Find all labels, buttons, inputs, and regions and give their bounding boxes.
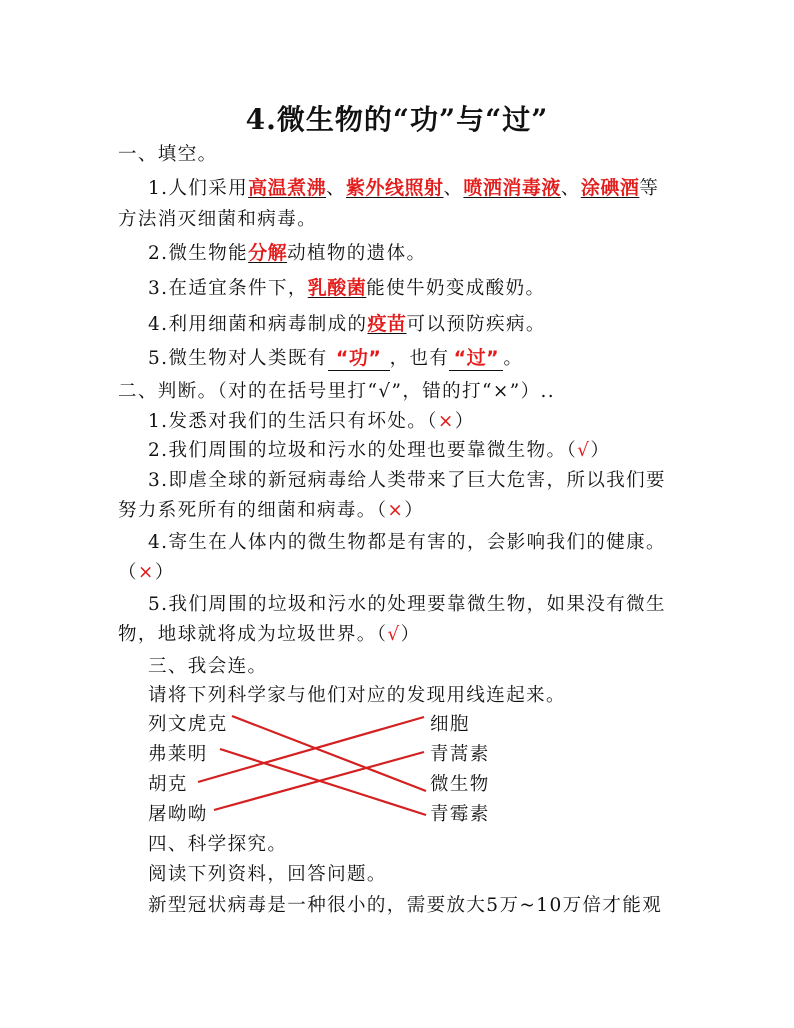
judge-q5-open: （ <box>376 624 388 645</box>
judge-q2-open: （ <box>566 440 578 461</box>
fill-q2-suffix: 动植物的遗体。 <box>287 243 427 264</box>
fill-q1-sep-1: 、 <box>326 178 346 199</box>
fill-q1-answer-1: 高温煮沸 <box>248 177 327 199</box>
discovery-3: 微生物 <box>430 774 490 795</box>
judge-q3-line1: 3.即虐全球的新冠病毒给人类带来了巨大危害，所以我们要 <box>148 470 666 491</box>
judge-q1-mark: × <box>437 411 455 432</box>
section4-heading: 四、科学探究。 <box>148 834 288 855</box>
judge-q4-close: ） <box>154 562 175 583</box>
match-line-hooke-cell <box>198 717 424 782</box>
fill-q1-sep-2: 、 <box>443 178 464 199</box>
fill-q1-answer-4: 涂碘酒 <box>580 177 640 199</box>
section4-passage: 新型冠状病毒是一种很小的，需要放大5万~10万倍才能观 <box>148 895 663 916</box>
judge-q5-mark: √ <box>387 624 401 645</box>
judge-q3-close: ） <box>404 500 425 521</box>
judge-q4-open: （ <box>118 562 138 583</box>
match-line-tu-artemisinin <box>214 752 424 810</box>
scientist-4: 屠呦呦 <box>148 804 208 825</box>
section1-heading: 一、填空。 <box>118 144 218 165</box>
judge-q4-line1: 4.寄生在人体内的微生物都是有害的，会影响我们的健康。 <box>148 532 666 553</box>
fill-q1-answer-2: 紫外线照射 <box>345 177 444 199</box>
fill-q3-answer: 乳酸菌 <box>307 277 367 299</box>
fill-q1-suffix: 等 <box>639 178 660 199</box>
judge-q2-text: 2.我们周围的垃圾和污水的处理也要靠微生物。 <box>148 440 567 461</box>
fill-q1-answer-3: 喷洒消毒液 <box>463 177 561 199</box>
fill-q4-suffix: 可以预防疾病。 <box>406 314 546 335</box>
match-line-leeuwenhoek-microbe <box>232 716 426 791</box>
scientist-3: 胡克 <box>148 774 188 795</box>
judge-q5-text2: 物，地球就将成为垃圾世界。 <box>118 624 377 645</box>
fill-q5-answer-2: “过” <box>453 347 500 369</box>
scientist-2: 弗莱明 <box>148 744 208 765</box>
judge-q1-open: （ <box>427 411 438 432</box>
page-title: 4.微生物的“功”与“过” <box>245 103 549 136</box>
fill-q3-prefix: 3.在适宜条件下， <box>148 278 308 299</box>
fill-q5-answer-1: “功” <box>335 347 382 369</box>
fill-q2-prefix: 2.微生物能 <box>148 243 249 264</box>
fill-q5-prefix: 5.微生物对人类既有 <box>148 348 328 369</box>
judge-q4-mark: × <box>137 562 155 583</box>
discovery-1: 细胞 <box>430 714 470 735</box>
section2-heading: 二、判断。（对的在括号里打“√”，错的打“×”）.. <box>118 381 556 402</box>
judge-q3-open: （ <box>376 500 388 521</box>
section3-heading: 三、我会连。 <box>148 656 268 677</box>
fill-q5-suffix: 。 <box>503 348 524 369</box>
fill-q4-prefix: 4.利用细菌和病毒制成的 <box>148 314 368 335</box>
discovery-2: 青蒿素 <box>430 744 490 765</box>
fill-q4-answer: 疫苗 <box>367 313 407 335</box>
judge-q5-close: ） <box>400 624 421 645</box>
judge-q1-close: ） <box>454 411 475 432</box>
scientist-1: 列文虎克 <box>148 714 228 735</box>
fill-q1-prefix: 1.人们采用 <box>148 178 249 199</box>
judge-q5-line1: 5.我们周围的垃圾和污水的处理要靠微生物，如果没有微生 <box>148 594 666 615</box>
judge-q1-text: 1.发悉对我们的生活只有坏处。 <box>148 411 428 432</box>
judge-q3-mark: × <box>387 500 405 521</box>
judge-q2-close: ） <box>590 440 611 461</box>
fill-q5-middle: ，也有 <box>389 348 450 369</box>
discovery-4: 青霉素 <box>430 804 490 825</box>
fill-q2-answer: 分解 <box>248 242 288 264</box>
fill-q1-sep-3: 、 <box>560 178 581 199</box>
judge-q2-mark: √ <box>577 440 591 461</box>
fill-q1-line2: 方法消灭细菌和病毒。 <box>118 209 318 230</box>
judge-q3-text2: 努力系死所有的细菌和病毒。 <box>118 500 377 521</box>
fill-q3-suffix: 能使牛奶变成酸奶。 <box>366 278 546 299</box>
section4-instruction: 阅读下列资料，回答问题。 <box>148 864 387 885</box>
section3-instruction: 请将下列科学家与他们对应的发现用线连起来。 <box>148 685 566 706</box>
